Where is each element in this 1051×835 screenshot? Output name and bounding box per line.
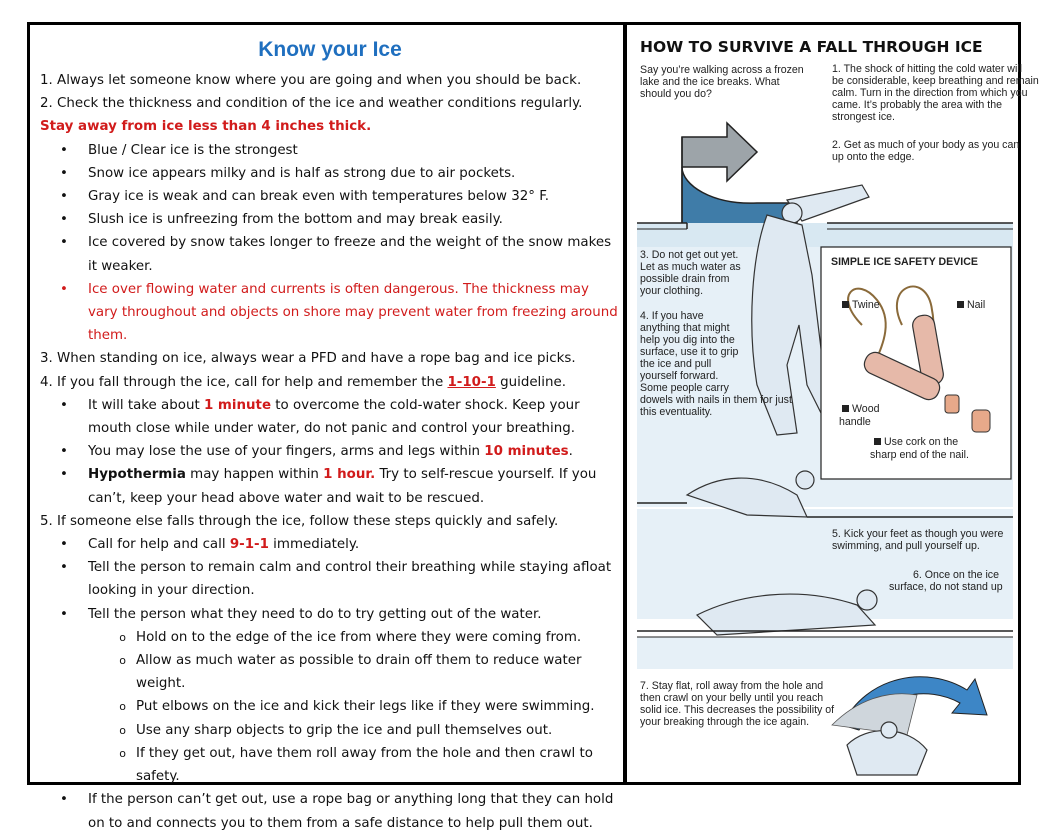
sub-list-item: o If they get out, have them roll away from the hole and then crawl to safety. (119, 745, 593, 785)
svg-text:should you do?: should you do? (640, 88, 712, 100)
list-item: • Snow ice appears milky and is half as strong due to air pockets. (60, 165, 516, 181)
step-1-text (832, 63, 1039, 123)
turn-arrow-icon (682, 123, 797, 225)
svg-text:your clothing.: your clothing. (640, 285, 704, 297)
svg-text:Let as much water as: Let as much water as (640, 261, 741, 273)
svg-text:Twine: Twine (852, 299, 880, 311)
page-frame (27, 22, 1039, 831)
svg-text:came. It’s probably the area w: came. It’s probably the area with the (832, 99, 1002, 111)
intro-text (640, 64, 804, 100)
item-2-text: 2. Check the thickness and condition of the ice and weather conditions regularly. (40, 96, 583, 112)
svg-text:be considerable, keep breathin: be considerable, keep breathing and remain (832, 75, 1039, 87)
list-item: • Call for help and call 9-1-1 immediately. (60, 537, 360, 553)
svg-text:Wood: Wood (852, 403, 880, 415)
item-4: 4. If you fall through the ice, call for help and remember the 1-10-1 guideline. (40, 374, 566, 390)
svg-text:surface, use it to grip: surface, use it to grip (640, 346, 739, 358)
sub-list-item: o Hold on to the edge of the ice from where they were coming from. (119, 629, 582, 645)
step-7-text (640, 680, 834, 728)
svg-text:then crawl on your belly until: then crawl on your belly until you reach (640, 692, 824, 704)
svg-text:6. Once on the ice: 6. Once on the ice (913, 569, 999, 581)
list-item: • It will take about 1 minute to overcome the cold-water shock. Keep your mouth close while under water, do not panic and control your breathing. (60, 397, 580, 437)
page-title: Know your Ice (258, 38, 402, 61)
ice-safety-device-box (821, 247, 1011, 479)
list-item: • Tell the person to remain calm and control their breathing while staying afloat looking in your direction. (60, 560, 612, 599)
roll-arrow-icon (832, 677, 987, 735)
sub-list-item: o Allow as much water as possible to drain off them to reduce water weight. (119, 653, 582, 692)
sub-list-item: o Use any sharp objects to grip the ice and pull themselves out. (119, 722, 553, 738)
item-3: 3. When standing on ice, always wear a PFD and have a rope bag and ice picks. (40, 351, 576, 367)
svg-text:this eventuality.: this eventuality. (640, 406, 713, 418)
list-item: • Ice covered by snow takes longer to freeze and the weight of the snow makes it weaker. (60, 235, 612, 274)
list-item: • You may lose the use of your fingers, arms and legs within 10 minutes. (60, 444, 573, 460)
svg-text:sharp end of the nail.: sharp end of the nail. (870, 449, 969, 461)
svg-text:Some people carry: Some people carry (640, 382, 729, 394)
item-2-warning: Stay away from ice less than 4 inches thick. (40, 119, 372, 135)
svg-text:solid ice. This decreases the: solid ice. This decreases the possibility of (640, 704, 835, 716)
rule-1-10-1: 1-10-1 (447, 374, 496, 390)
know-your-ice-panel (40, 33, 620, 835)
step-2-text (832, 139, 1019, 163)
svg-text:possible drain from: possible drain from (640, 273, 730, 285)
list-item: • Gray ice is weak and can break even with temperatures below 32° F. (60, 189, 550, 205)
svg-text:up onto the edge.: up onto the edge. (832, 151, 915, 163)
infographic-title: HOW TO SURVIVE A FALL THROUGH ICE (640, 38, 983, 56)
item-2 (40, 92, 620, 138)
item-5: 5. If someone else falls through the ice, follow these steps quickly and safely. (40, 513, 559, 529)
step-5-text (832, 528, 1003, 552)
svg-text:Nail: Nail (967, 299, 986, 311)
sub-list-item: o Put elbows on the ice and kick their legs like if they were swimming. (119, 699, 595, 715)
svg-text:help you dig into the: help you dig into the (640, 334, 735, 346)
svg-text:SIMPLE ICE SAFETY DEVICE: SIMPLE ICE SAFETY DEVICE (831, 256, 978, 268)
svg-text:the ice and pull: the ice and pull (640, 358, 712, 370)
svg-text:strongest ice.: strongest ice. (832, 111, 896, 123)
infographic-svg (627, 25, 1039, 782)
list-item: • Tell the person what they need to do to try getting out of the water. (60, 606, 542, 622)
svg-text:Say you’re walking across a fr: Say you’re walking across a frozen (640, 64, 804, 76)
svg-text:4. If you have: 4. If you have (640, 310, 704, 322)
svg-text:swimming, and pull yourself up: swimming, and pull yourself up. (832, 540, 980, 552)
svg-text:dowels with nails in them for: dowels with nails in them for just (640, 394, 792, 406)
list-item: • Ice over flowing water and currents is often dangerous. The thickness may vary throughout and objects on shore may prevent water from freezing around them. (60, 281, 618, 344)
item-1: 1. Always let someone know where you are going and when you should be back. (40, 73, 582, 88)
svg-text:handle: handle (839, 416, 871, 428)
svg-text:your breaking through the ice: your breaking through the ice again. (640, 716, 810, 728)
survival-infographic (627, 25, 1039, 782)
list-item: • If the person can’t get out, use a rope bag or anything long that they can hold on to and connects you to them from a safe distance to help pull them out. (60, 792, 614, 831)
list-item: • Hypothermia may happen within 1 hour. Try to self-rescue yourself. If you can’t, keep your head above water and wait to be rescued. (60, 467, 597, 506)
list-item: • Slush ice is unfreezing from the bottom and may break easily. (60, 212, 503, 228)
svg-text:surface, do not stand up: surface, do not stand up (889, 581, 1003, 593)
svg-text:anything that might: anything that might (640, 322, 730, 334)
water-scene-3 (637, 631, 1013, 669)
svg-text:1. The shock of hitting the co: 1. The shock of hitting the cold water will (832, 63, 1022, 75)
svg-text:yourself forward.: yourself forward. (640, 370, 719, 382)
svg-text:lake and the ice breaks. What: lake and the ice breaks. What (640, 76, 780, 88)
svg-text:2. Get as much of your body as: 2. Get as much of your body as you can (832, 139, 1020, 151)
svg-text:7. Stay flat, roll away from t: 7. Stay flat, roll away from the hole and (640, 680, 824, 692)
svg-text:calm. Turn in the direction fr: calm. Turn in the direction from which you (832, 87, 1028, 99)
list-item: • Blue / Clear ice is the strongest (60, 142, 298, 158)
svg-text:5. Kick your feet as though yo: 5. Kick your feet as though you were (832, 528, 1004, 540)
svg-text:Use cork on the: Use cork on the (884, 436, 959, 448)
svg-text:3. Do not get out yet.: 3. Do not get out yet. (640, 249, 739, 261)
